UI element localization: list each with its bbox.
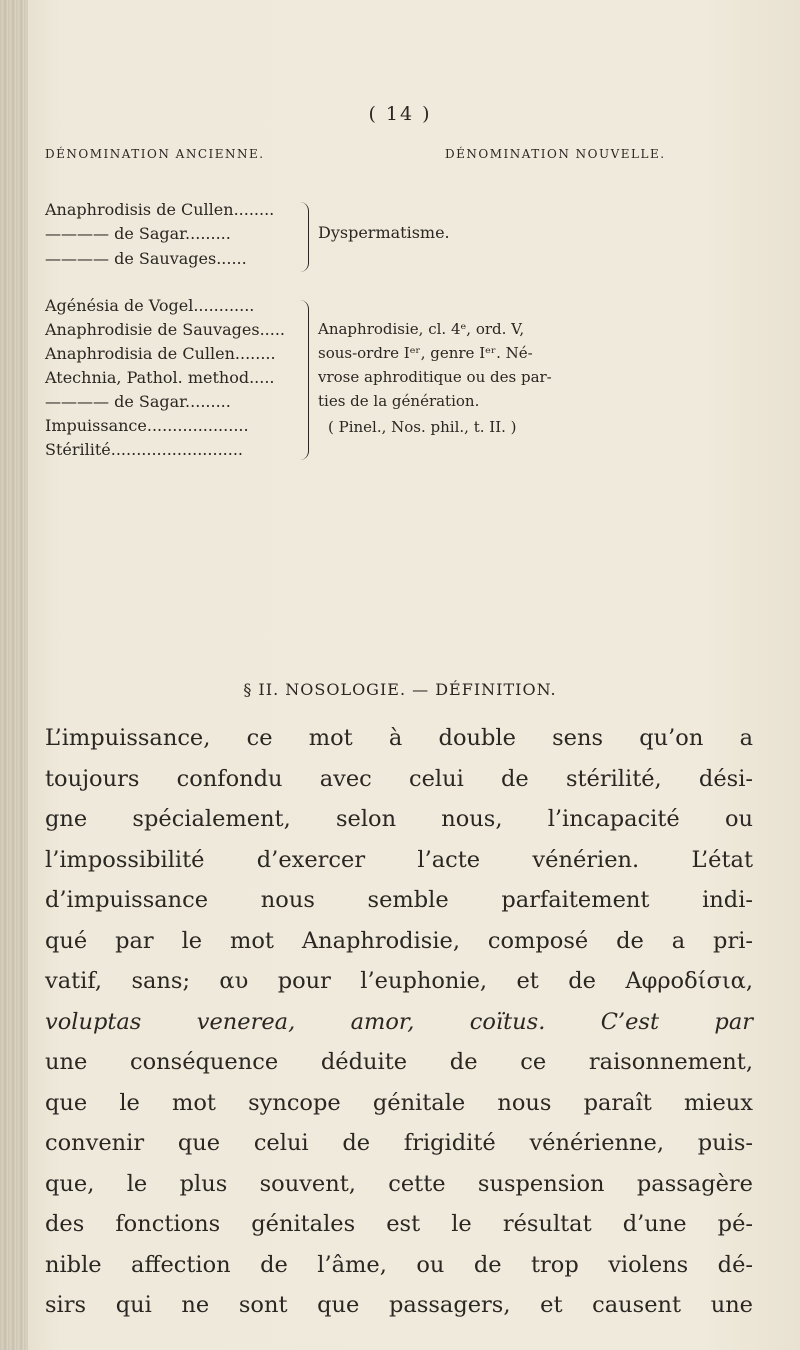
brace	[300, 300, 309, 460]
header-new-denomination: DÉNOMINATION NOUVELLE.	[445, 147, 666, 161]
new-term-line: ties de la génération.	[318, 392, 480, 410]
paragraph-line: sirs qui ne sont que passagers, et causent une	[45, 1292, 753, 1318]
old-term-line: Anaphrodisia de Cullen........	[45, 344, 276, 363]
body-paragraph	[45, 718, 753, 1326]
paragraph-line: une conséquence déduite de ce raisonnement,	[45, 1049, 753, 1075]
old-term-line: ———— de Sauvages......	[45, 249, 247, 268]
paragraph-line: d’impuissance nous semble parfaitement indi-	[45, 887, 753, 913]
page-number: ( 14 )	[368, 103, 432, 125]
paragraph-line: L’impuissance, ce mot à double sens qu’on a	[45, 725, 753, 751]
paragraph-line: vatif, sans; αυ pour l’euphonie, et de Αφροδίσια,	[45, 968, 753, 994]
paragraph-line: que le mot syncope génitale nous paraît mieux	[45, 1089, 753, 1116]
paragraph-line: nible affection de l’âme, ou de trop violens dé-	[45, 1251, 753, 1278]
new-term: Dyspermatisme.	[318, 223, 450, 242]
old-term-line: ———— de Sagar.........	[45, 224, 231, 243]
old-term-line: Anaphrodisis de Cullen........	[45, 200, 275, 219]
binding-edge	[0, 0, 28, 1350]
paragraph-line: que, le plus souvent, cette suspension passagère	[45, 1170, 753, 1197]
old-term-line: ———— de Sagar.........	[45, 392, 231, 411]
paragraph-line: gne spécialement, selon nous, l’incapacité ou	[45, 806, 753, 832]
paragraph-line: l’impossibilité d’exercer l’acte vénérien. L’état	[45, 846, 753, 873]
brace	[300, 202, 309, 272]
header-old-denomination: DÉNOMINATION ANCIENNE.	[45, 147, 265, 161]
paragraph-line: voluptas venerea, amor, coïtus. C’est par	[45, 1008, 753, 1035]
old-term-line: Stérilité..........................	[45, 440, 243, 459]
old-term-line: Anaphrodisie de Sauvages.....	[45, 320, 285, 339]
old-term-line: Impuissance....................	[45, 416, 249, 435]
paragraph-line: convenir que celui de frigidité vénérienne, puis-	[45, 1130, 753, 1156]
new-term-line: Anaphrodisie, cl. 4ᵉ, ord. V,	[318, 320, 525, 338]
old-term-line: Atechnia, Pathol. method.....	[45, 368, 275, 387]
paragraph-line: qué par le mot Anaphrodisie, composé de a pri-	[45, 927, 753, 954]
new-term-line: vrose aphroditique ou des par-	[318, 368, 552, 386]
paragraph-line: toujours confondu avec celui de stérilité, dési-	[45, 765, 753, 792]
citation: ( Pinel., Nos. phil., t. II. )	[328, 418, 517, 436]
section-title: § II. NOSOLOGIE. — DÉFINITION.	[243, 680, 557, 699]
paragraph-line: des fonctions génitales est le résultat d’une pé-	[45, 1211, 753, 1237]
old-term-line: Agénésia de Vogel............	[45, 296, 255, 315]
new-term-line: sous-ordre Iᵉʳ, genre Iᵉʳ. Né-	[318, 344, 533, 362]
